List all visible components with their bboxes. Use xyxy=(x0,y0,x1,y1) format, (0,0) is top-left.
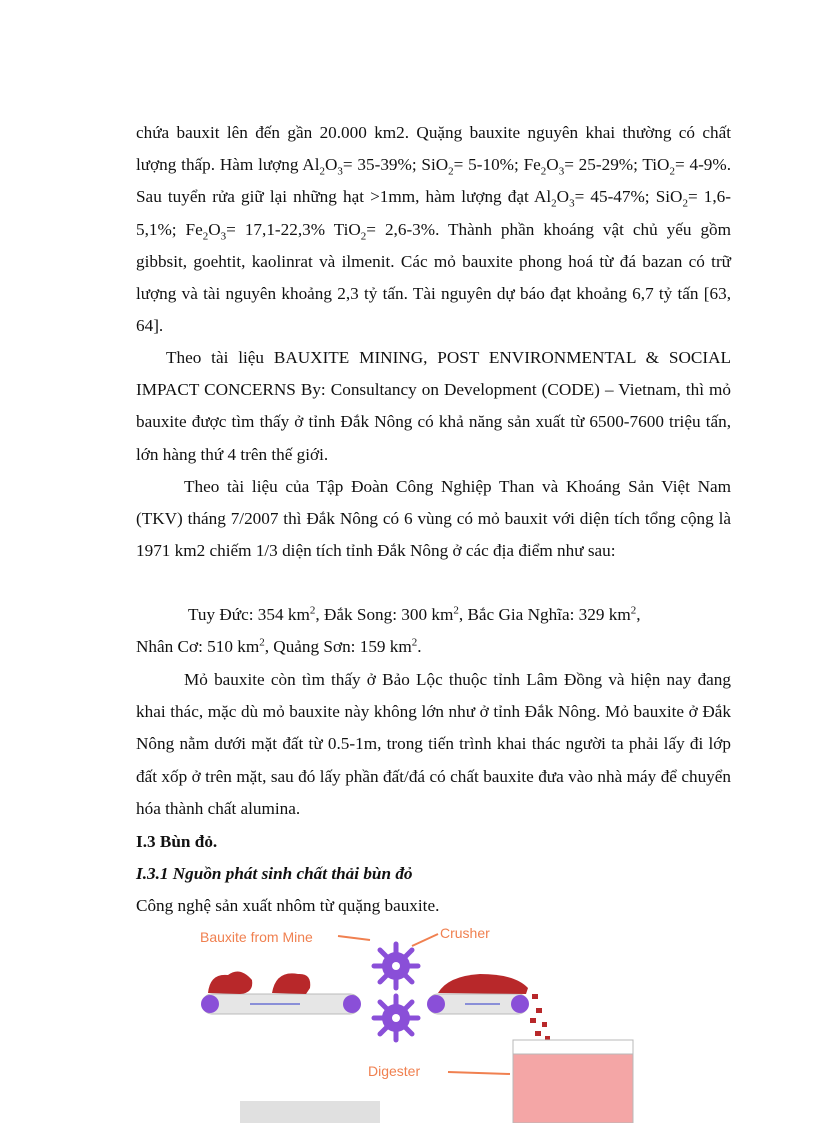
label-pointer xyxy=(338,936,370,940)
next-stage-block xyxy=(240,1101,380,1123)
label-pointer xyxy=(448,1072,510,1074)
bauxite-ore-rocks xyxy=(208,971,310,994)
conveyor-belt-left xyxy=(201,994,361,1014)
bauxite-process-diagram xyxy=(180,918,660,1123)
paragraph-tkv-report: Theo tài liệu của Tập Đoàn Công Nghiệp Than và Khoáng Sản Việt Nam (TKV) tháng 7/2007 thì Đắk Nông có 6 vùng có mỏ bauxit với diện tích tổng cộng là 1971 km2 chiếm 1/3 diện tích tỉnh Đắk Nông ở các địa điểm như sau: xyxy=(136,477,731,561)
label-digester: Digester xyxy=(368,1063,421,1079)
crusher-gear-top xyxy=(374,944,418,988)
diagram-caption: Công nghệ sản xuất nhôm từ quặng bauxite. xyxy=(136,896,440,915)
subsection-heading: I.3.1 Nguồn phát sinh chất thải bùn đỏ xyxy=(136,864,413,883)
label-bauxite-from-mine: Bauxite from Mine xyxy=(200,929,313,945)
digester-tank xyxy=(513,1040,633,1123)
paragraph-code-report: Theo tài liệu BAUXITE MINING, POST ENVIRONMENTAL & SOCIAL IMPACT CONCERNS By: Consultancy on Development (CODE) – Vietnam, thì mỏ bauxite được tìm thấy ở tỉnh Đắk Nông có khả năng sản xuất từ 6500-7600 triệu tấn, lớn hàng thứ 4 trên thế giới. xyxy=(136,348,731,464)
paragraph-locations: Tuy Đức: 354 $km^2$, Đắk Song: 300 $km^2$, Bắc Gia Nghĩa: 329 $km^2$, Nhân Cơ: 510 $km^2$, Quảng Sơn: 159 $km^2$. xyxy=(136,604,641,657)
label-pointer xyxy=(412,934,438,946)
paragraph-bao-loc: Mỏ bauxite còn tìm thấy ở Bảo Lộc thuộc tỉnh Lâm Đồng và hiện nay đang khai thác, mặc dù mỏ bauxite này không lớn như ở tỉnh Đắk Nông. Mỏ bauxite ở Đắk Nông nằm dưới mặt đất từ 0.5-1m, trong tiến trình khai thác người ta phải lấy đi lớp đất xốp ở trên mặt, sau đó lấy phần đất/đá có chất bauxite đưa vào nhà máy để chuyển hóa thành chất alumina. xyxy=(136,670,731,818)
conveyor-belt-right xyxy=(427,994,529,1014)
section-heading: I.3 Bùn đỏ. xyxy=(136,832,218,851)
paragraph-bauxite-quality: chứa bauxit lên đến gần 20.000 km2. Quặng bauxite nguyên khai thường có chất lượng thấp. Hàm lượng $Al_2O_3= 35-39\%$; SiO$_2$= 5-10%; $Fe_2O_3= 25-29\%$; TiO$_2$= 4-9%. Sau tuyển rửa giữ lại những hạt >1mm, hàm lượng đạt $Al_2O_3= 45-47\%$; SiO$_2$= 1,6-5,1%; $Fe_2O_3= 17,1-22,3\%$ TiO$_2$= 2,6-3%. Thành phần khoáng vật chủ yếu gồm gibbsit, goehtit, kaolinrat và ilmenit. Các mỏ bauxite phong hoá từ đá bazan có trữ lượng và tài nguyên khoảng 2,3 tỷ tấn. Tài nguyên dự báo đạt khoảng 6,7 tỷ tấn [63, 64]. xyxy=(136,123,732,336)
crusher-gear-bottom xyxy=(374,996,418,1040)
label-crusher: Crusher xyxy=(440,925,490,941)
